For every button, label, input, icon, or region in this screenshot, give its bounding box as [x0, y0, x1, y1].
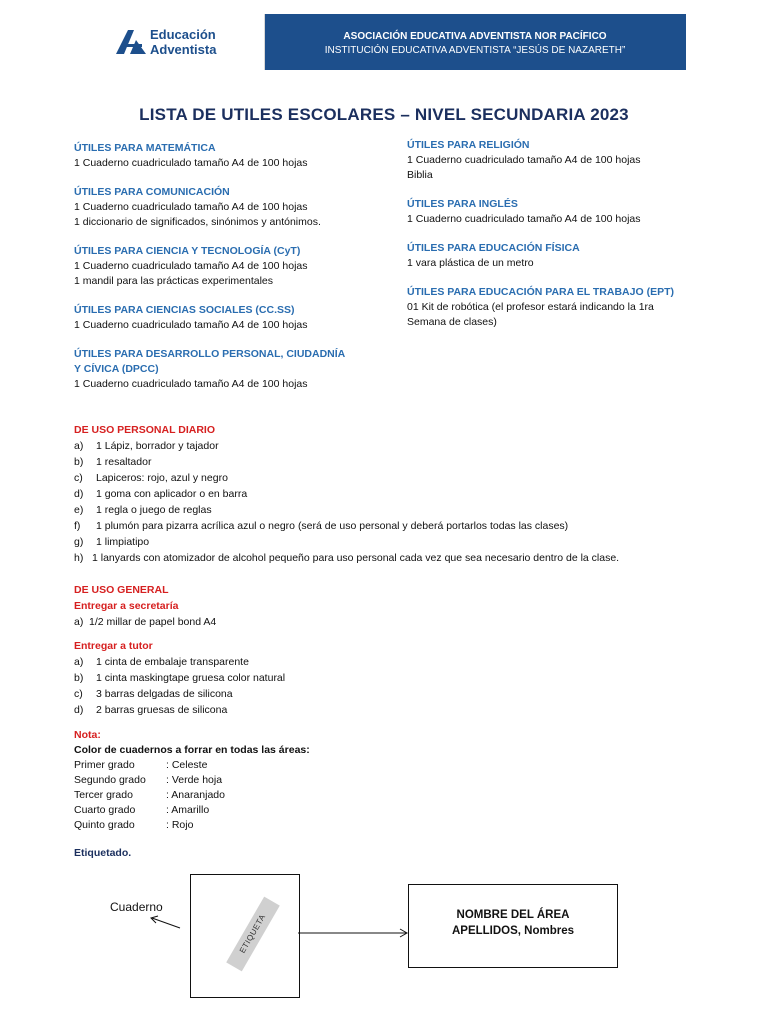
list-item: d) 2 barras gruesas de silicona: [74, 704, 228, 716]
table-row: Primer grado : Celeste: [74, 759, 208, 771]
institution-name: INSTITUCIÓN EDUCATIVA ADVENTISTA “JESÚS DE NAZARETH”: [324, 45, 626, 56]
section-dpcc: [74, 347, 394, 392]
section-ingles: [407, 197, 707, 227]
list-item: 1 Cuaderno cuadriculado tamaño A4 de 100 hojas: [74, 319, 308, 331]
list-item: b) 1 cinta maskingtape gruesa color natural: [74, 672, 286, 684]
logo: [88, 14, 265, 70]
list-item: a) 1/2 millar de papel bond A4: [74, 616, 217, 628]
list-item: e) 1 regla o juego de reglas: [74, 504, 212, 516]
etiquetado-title: Etiquetado.: [74, 847, 132, 859]
left-column: [74, 141, 394, 406]
list-item: 1 mandil para las prácticas experimentales: [74, 275, 274, 287]
section-educacion-fisica: [407, 241, 707, 271]
list-item: b) 1 resaltador: [74, 456, 152, 468]
list-item: d) 1 goma con aplicador o en barra: [74, 488, 248, 500]
header-banner: [88, 14, 686, 70]
section-religion: [407, 138, 707, 183]
section-title: ÚTILES PARA CIENCIAS SOCIALES (CC.SS): [74, 304, 295, 316]
notebook-diagram: [190, 874, 300, 998]
list-item: a) 1 cinta de embalaje transparente: [74, 656, 249, 668]
nota-title: Nota:: [74, 729, 101, 741]
label-area-name: NOMBRE DEL ÁREA: [456, 909, 570, 921]
list-item: 1 Cuaderno cuadriculado tamaño A4 de 100 hojas: [407, 154, 641, 166]
section-title: DE USO GENERAL: [74, 584, 169, 596]
general-use-section: [74, 582, 285, 718]
table-row: Tercer grado : Anaranjado: [74, 789, 225, 801]
section-ept: [407, 285, 707, 330]
list-item: 1 Cuaderno cuadriculado tamaño A4 de 100 hojas: [74, 378, 308, 390]
color-table: [74, 758, 225, 833]
org-name: ASOCIACIÓN EDUCATIVA ADVENTISTA NOR PACÍFICO: [343, 31, 607, 42]
logo-line2: Adventista: [150, 42, 217, 57]
label-box: [408, 884, 618, 968]
section-cyt: [74, 244, 394, 289]
list-item: c) 3 barras delgadas de silicona: [74, 688, 233, 700]
list-item: 1 diccionario de significados, sinónimos y antónimos.: [74, 216, 321, 228]
section-title: ÚTILES PARA EDUCACIÓN FÍSICA: [407, 242, 580, 254]
label-student-name: APELLIDOS, Nombres: [451, 925, 575, 937]
section-title: DE USO PERSONAL DIARIO: [74, 424, 215, 436]
arrow-left-icon: [146, 914, 186, 934]
list-item: c) Lapiceros: rojo, azul y negro: [74, 472, 228, 484]
right-column: [407, 138, 707, 344]
adventist-logo-icon: [116, 30, 146, 54]
section-comunicacion: [74, 185, 394, 230]
list-item: h) 1 lanyards con atomizador de alcohol pequeño para uso personal cada vez que sea necesario dentro de la clase.: [74, 552, 620, 564]
section-title: ÚTILES PARA DESARROLLO PERSONAL, CIUDADNÍA: [74, 348, 346, 360]
section-title: ÚTILES PARA COMUNICACIÓN: [74, 186, 230, 198]
table-row: Segundo grado : Verde hoja: [74, 774, 223, 786]
list-item: 01 Kit de robótica (el profesor estará indicando la 1ra: [407, 301, 654, 313]
cuaderno-label: Cuaderno: [110, 900, 163, 914]
arrow-right-icon: [298, 926, 410, 940]
personal-use-section: [74, 422, 619, 566]
subsection-title: Entregar a secretaría: [74, 600, 179, 612]
list-item: f) 1 plumón para pizarra acrílica azul o negro (será de uso personal y deberá portarlos todas las clases): [74, 520, 569, 532]
list-item: a) 1 Lápiz, borrador y tajador: [74, 440, 219, 452]
list-item: 1 Cuaderno cuadriculado tamaño A4 de 100 hojas: [74, 260, 308, 272]
section-matematica: [74, 141, 394, 171]
section-title: ÚTILES PARA MATEMÁTICA: [74, 142, 216, 154]
section-title: ÚTILES PARA EDUCACIÓN PARA EL TRABAJO (EPT): [407, 286, 674, 298]
table-row: Cuarto grado : Amarillo: [74, 804, 210, 816]
section-title: ÚTILES PARA INGLÉS: [407, 198, 518, 210]
list-item: 1 Cuaderno cuadriculado tamaño A4 de 100 hojas: [74, 157, 308, 169]
label-strip: ETIQUETA: [226, 897, 280, 972]
nota-subtitle: Color de cuadernos a forrar en todas las áreas:: [74, 744, 310, 756]
logo-line1: Educación: [150, 27, 216, 42]
list-item: 1 Cuaderno cuadriculado tamaño A4 de 100 hojas: [407, 213, 641, 225]
section-ccss: [74, 303, 394, 333]
list-item: 1 Cuaderno cuadriculado tamaño A4 de 100 hojas: [74, 201, 308, 213]
section-title: ÚTILES PARA RELIGIÓN: [407, 139, 530, 151]
list-item: Semana de clases): [407, 316, 497, 328]
list-item: Biblia: [407, 169, 433, 181]
section-title: ÚTILES PARA CIENCIA Y TECNOLOGÍA (CyT): [74, 245, 301, 257]
list-item: 1 vara plástica de un metro: [407, 257, 534, 269]
page-title: LISTA DE UTILES ESCOLARES – NIVEL SECUNDARIA 2023: [139, 105, 629, 124]
section-title-cont: Y CÍVICA (DPCC): [74, 363, 159, 375]
list-item: g) 1 limpiatipo: [74, 536, 150, 548]
subsection-title: Entregar a tutor: [74, 640, 153, 652]
nota-section: [74, 728, 310, 833]
table-row: Quinto grado : Rojo: [74, 819, 194, 831]
